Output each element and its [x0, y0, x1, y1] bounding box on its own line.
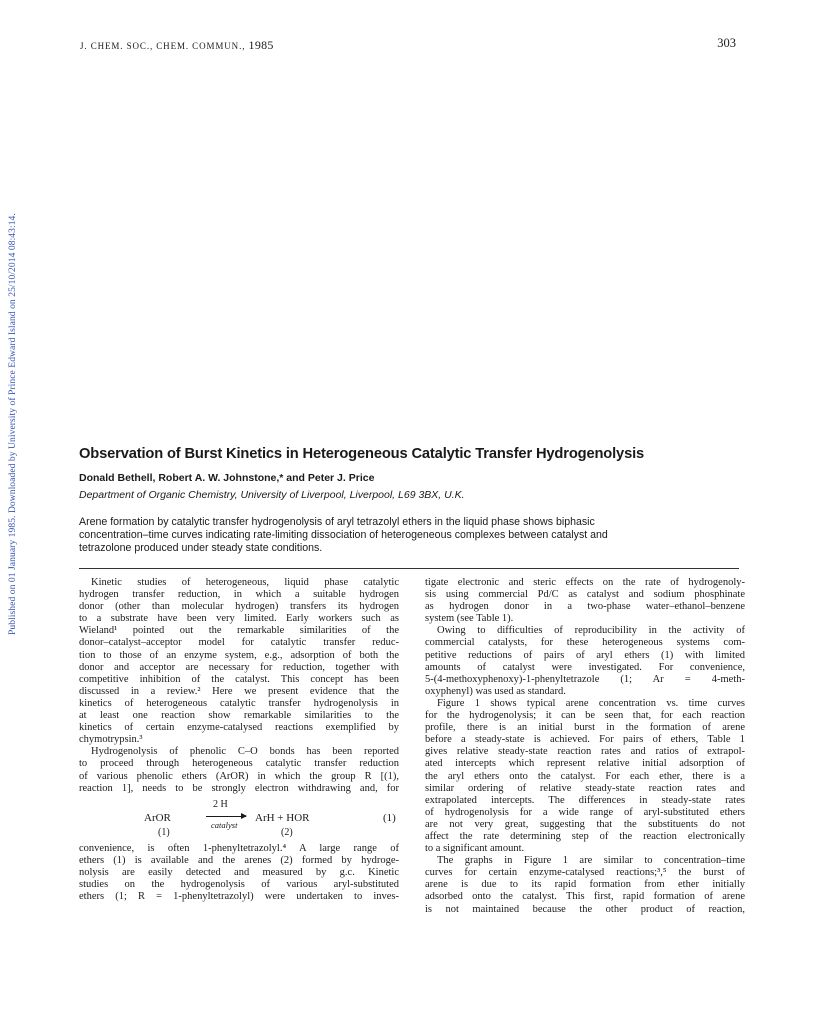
body-line: The graphs in Figure 1 are similar to concentration–time — [437, 855, 745, 867]
abstract-line: Arene formation by catalytic transfer hydrogenolysis of aryl tetrazolyl ethers in the liquid phase shows biphasic — [79, 516, 595, 528]
equation-catalyst: catalyst — [211, 819, 238, 830]
body-line: discussed in a review.² Here we present evidence that the — [79, 685, 399, 697]
body-line: Hydrogenolysis of phenolic C–O bonds has been reported — [91, 746, 399, 758]
body-line: as hydrogen donor in a two-phase water–ethanol–benzene — [425, 601, 745, 613]
equation-label-reactant: (1) — [158, 826, 170, 838]
running-head — [80, 36, 736, 50]
body-line: 5-(4-methoxyphenoxy)-1-phenyltetrazole (1; Ar = 4-meth- — [425, 673, 745, 685]
body-line: ethers (1; R = 1-phenyltetrazolyl) were undertaken to inves- — [79, 891, 399, 903]
journal-name: J. CHEM. SOC., CHEM. COMMUN., 1985 — [80, 38, 274, 52]
body-line: arene is due to its rapid formation from ether initially — [425, 879, 745, 891]
body-line: to a substrate have been very limited. Early workers such as — [79, 613, 399, 625]
body-line: amounts of catalyst were investigated. For convenience, — [425, 661, 745, 673]
body-line: profile, there is an initial burst in the formation of arene — [425, 722, 745, 734]
page-number: 303 — [717, 36, 736, 50]
body-line: affect the rate determining step of the reaction electronically — [425, 830, 745, 842]
body-line: adsorbed onto the catalyst. This first, rapid formation of arene — [425, 891, 745, 903]
body-line: kinetics of heterogeneous catalytic transfer hydrogenolysis in — [79, 697, 399, 709]
body-line: hydrogen transfer reduction, in which a suitable hydrogen — [79, 589, 399, 601]
body-line: for the hydrogenolysis; it can be seen that, for each reaction — [425, 710, 745, 722]
equation-products: ArH + HOR — [255, 811, 310, 824]
equation-label-product: (2) — [281, 826, 293, 838]
body-line: to proceed through heterogeneous catalytic transfer reduction — [79, 758, 399, 770]
article-affiliation: Department of Organic Chemistry, University of Liverpool, Liverpool, L69 3BX, U.K. — [79, 489, 465, 501]
left-column — [79, 577, 399, 903]
body-line: Wieland¹ pointed out the remarkable similarities of the — [79, 625, 399, 637]
body-line: before a steady-state is achieved. For pairs of ethers, Table 1 — [425, 734, 745, 746]
download-notice: Published on 01 January 1985. Downloaded by University of Prince Edward Island on 25/10/2014 08:43:14. — [7, 213, 18, 635]
body-line: system (see Table 1). — [425, 613, 514, 625]
abstract-line: concentration–time curves indicating rate-limiting dissociation of heterogeneous complexes between catalyst and — [79, 528, 608, 541]
equation-reagent: 2 H — [213, 798, 228, 810]
abstract-line: tetrazolone produced under steady state conditions. — [79, 541, 323, 554]
body-line: the aryl ethers onto the catalyst. For each ether, there is a — [425, 770, 745, 782]
reaction-arrow-icon — [206, 816, 246, 817]
body-line: tion to those of an enzyme system, e.g., adsorption of both the — [79, 649, 399, 661]
body-line: chymotrypsin.³ — [79, 734, 143, 746]
body-line: extrapolated intercepts. The differences in steady-state rates — [425, 794, 745, 806]
right-column — [425, 577, 745, 916]
body-line: studies on the hydrogenolysis of various aryl-substituted — [79, 878, 399, 890]
body-line: reaction 1], needs to be strongly electron withdrawing and, for — [79, 782, 399, 794]
body-line: commercial catalysts, for these heterogeneous systems com- — [425, 637, 745, 649]
download-watermark — [0, 0, 26, 1032]
body-line: gives relative steady-state reaction rates and ratios of extrapol- — [425, 746, 745, 758]
body-line: Owing to difficulties of reproducibility in the activity of — [437, 625, 745, 637]
body-line: Figure 1 shows typical arene concentration vs. time curves — [437, 697, 745, 709]
body-line: is not maintained because the other product of reaction, — [425, 903, 745, 915]
body-line: competitive inhibition of the catalyst. This concept has been — [79, 673, 399, 685]
body-line: sis using commercial Pd/C as catalyst and sodium phosphinate — [425, 589, 745, 601]
body-line: are not very great, suggesting that the substituents do not — [425, 818, 745, 830]
body-line: tigate electronic and steric effects on the rate of hydrogenoly- — [425, 577, 745, 588]
section-divider — [79, 568, 739, 569]
body-line: curves for certain enzyme-catalysed reactions;³,⁵ the burst of — [425, 867, 745, 879]
body-line: petitive reductions of pairs of aryl ethers (1) with limited — [425, 649, 745, 661]
body-line: oxyphenyl) was used as standard. — [425, 685, 566, 697]
body-line: of hydrogenolysis for a wide range of aryl-substituted ethers — [425, 806, 745, 818]
journal-year: 1985 — [248, 38, 274, 52]
body-line: ated intercepts which represent relative initial adsorption of — [425, 758, 745, 770]
body-line: convenience, is often 1-phenyltetrazolyl.⁴ A large range of — [79, 842, 399, 854]
reaction-equation — [79, 795, 399, 843]
body-line: nolysis are easily detected and measured by g.c. Kinetic — [79, 866, 399, 878]
body-line: Kinetic studies of heterogeneous, liquid phase catalytic — [91, 577, 399, 588]
article-title: Observation of Burst Kinetics in Heterogeneous Catalytic Transfer Hydrogenolysis — [79, 446, 645, 462]
equation-reactant: ArOR — [144, 811, 171, 824]
abstract — [79, 516, 739, 555]
body-line: of various phenolic ethers (ArOR) in which the group R [(1), — [79, 770, 399, 782]
body-line: at least one reaction show remarkable similarities to the — [79, 710, 399, 722]
body-line: donor and acceptor are necessary for reduction, together with — [79, 661, 399, 673]
body-line: ethers (1) is available and the arenes (2) formed by hydroge- — [79, 854, 399, 866]
body-line: donor (other than molecular hydrogen) transfers its hydrogen — [79, 601, 399, 613]
body-line: kinetics of certain enzyme-catalysed reactions exemplified by — [79, 722, 399, 734]
body-line: similar ordering of relative steady-state reaction rates and — [425, 782, 745, 794]
article-authors: Donald Bethell, Robert A. W. Johnstone,* and Peter J. Price — [79, 472, 375, 484]
body-line: to a significant amount. — [425, 843, 525, 855]
body-line: donor–catalyst–acceptor model for catalytic transfer reduc- — [79, 637, 399, 649]
equation-number: (1) — [383, 811, 396, 824]
